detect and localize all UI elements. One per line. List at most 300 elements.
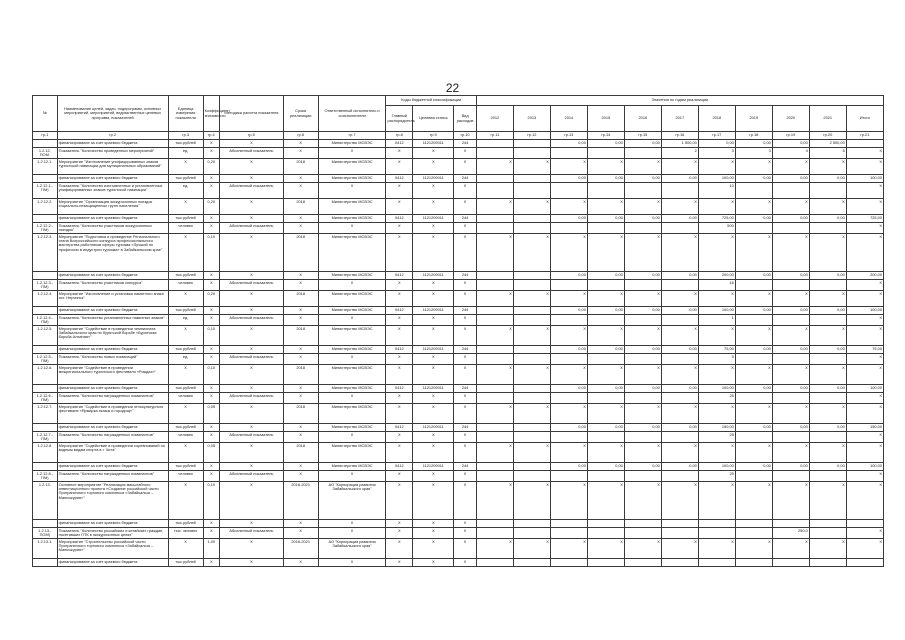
table-cell: человек bbox=[168, 280, 203, 291]
table-cell: Х bbox=[318, 520, 386, 528]
table-cell: Х bbox=[283, 559, 318, 567]
row-number-cell: 1.2.12. ПОМ. bbox=[33, 148, 58, 159]
column-number-cell: гр.12 bbox=[513, 132, 550, 140]
table-cell: 0,00 bbox=[587, 272, 624, 280]
table-cell: Х bbox=[513, 291, 550, 307]
table-cell bbox=[772, 183, 809, 199]
table-cell: Х bbox=[513, 159, 550, 175]
row-number-cell bbox=[33, 272, 58, 280]
table-row bbox=[33, 365, 884, 385]
table-cell: 100,00 bbox=[846, 307, 883, 315]
table-cell: 0,00 bbox=[735, 346, 772, 354]
table-row bbox=[33, 215, 884, 223]
table-cell: 0,10 bbox=[203, 234, 219, 272]
table-cell bbox=[735, 315, 772, 326]
table-cell: Х bbox=[386, 280, 413, 291]
header-year: 2013 bbox=[513, 106, 550, 132]
table-cell: Х bbox=[624, 482, 661, 520]
table-cell: Х bbox=[550, 326, 587, 346]
row-number-cell: 1.2.12.3. bbox=[33, 234, 58, 272]
table-row bbox=[33, 346, 884, 354]
table-cell bbox=[735, 223, 772, 234]
table-cell: Х bbox=[318, 315, 386, 326]
table-cell bbox=[587, 315, 624, 326]
header-year: 2019 bbox=[735, 106, 772, 132]
table-cell: Х bbox=[283, 393, 318, 404]
table-cell: 0,00 bbox=[587, 307, 624, 315]
table-cell: ед. bbox=[168, 315, 203, 326]
table-cell: Х bbox=[203, 393, 219, 404]
table-cell: Х bbox=[220, 140, 284, 148]
table-cell: Х bbox=[454, 159, 477, 175]
table-cell bbox=[550, 280, 587, 291]
table-cell bbox=[587, 354, 624, 365]
table-cell: человек bbox=[168, 393, 203, 404]
row-number-cell: 1.2.13. bbox=[33, 482, 58, 520]
table-cell bbox=[661, 520, 698, 528]
table-cell: Х bbox=[168, 159, 203, 175]
column-number-row bbox=[33, 132, 884, 140]
table-cell bbox=[476, 346, 513, 354]
table-cell: Х bbox=[698, 159, 735, 175]
table-cell: Министерство МСВЭС bbox=[318, 404, 386, 424]
table-cell: Х bbox=[386, 471, 413, 482]
table-cell: Х bbox=[203, 148, 219, 159]
table-cell: Х bbox=[846, 326, 883, 346]
table-cell: 0,20 bbox=[203, 159, 219, 175]
table-cell: 100,00 bbox=[698, 307, 735, 315]
table-cell bbox=[513, 148, 550, 159]
row-name-cell: Показатель "Количество установленных памятных знаков" bbox=[57, 315, 168, 326]
row-number-cell bbox=[33, 175, 58, 183]
table-cell: Х bbox=[454, 183, 477, 199]
table-cell: Министерство МСВЭС bbox=[318, 199, 386, 215]
header-year: 2012 bbox=[476, 106, 513, 132]
row-number-cell bbox=[33, 346, 58, 354]
table-cell bbox=[550, 471, 587, 482]
table-cell: Х bbox=[772, 404, 809, 424]
table-cell: тыс.рублей bbox=[168, 307, 203, 315]
table-cell: Х bbox=[283, 471, 318, 482]
table-cell: Х bbox=[846, 404, 883, 424]
table-cell: Х bbox=[735, 159, 772, 175]
table-cell: 0,00 bbox=[661, 346, 698, 354]
table-row bbox=[33, 432, 884, 443]
row-name-cell: Показатель "Количество российских и китайских граждан, посетивших ПТК в экскурсионных целях" bbox=[57, 528, 168, 539]
table-cell: Х bbox=[476, 234, 513, 272]
table-cell: 2018 bbox=[283, 291, 318, 307]
table-cell: Х bbox=[846, 432, 883, 443]
row-number-cell bbox=[33, 215, 58, 223]
table-cell: Х bbox=[550, 482, 587, 520]
table-cell: тыс.рублей bbox=[168, 175, 203, 183]
table-cell: Х bbox=[476, 443, 513, 463]
table-cell bbox=[587, 223, 624, 234]
header-vr: Вид расходов bbox=[454, 106, 477, 132]
table-cell: 0,00 bbox=[809, 346, 846, 354]
table-row bbox=[33, 140, 884, 148]
table-cell bbox=[513, 559, 550, 567]
table-cell: Х bbox=[661, 443, 698, 463]
table-cell bbox=[476, 354, 513, 365]
table-cell bbox=[550, 183, 587, 199]
table-cell: Х bbox=[846, 280, 883, 291]
table-cell: Х bbox=[318, 354, 386, 365]
table-cell: Х bbox=[809, 234, 846, 272]
table-cell: Х bbox=[283, 315, 318, 326]
table-row bbox=[33, 463, 884, 471]
table-cell bbox=[587, 148, 624, 159]
table-cell: Х bbox=[220, 385, 284, 393]
table-cell: Х bbox=[661, 326, 698, 346]
table-cell bbox=[661, 280, 698, 291]
row-number-cell: 1.2.12.4. bbox=[33, 291, 58, 307]
table-cell: Х bbox=[283, 307, 318, 315]
table-cell: 244 bbox=[454, 175, 477, 183]
table-cell: Абсолютный показатель bbox=[220, 528, 284, 539]
row-name-cell: Мероприятие "Содействие в проведении межрегионального туристского фестиваля «Рождах»" bbox=[57, 365, 168, 385]
table-cell: 0,00 bbox=[587, 346, 624, 354]
table-cell bbox=[809, 559, 846, 567]
table-cell: Х bbox=[283, 354, 318, 365]
table-cell bbox=[661, 393, 698, 404]
table-cell: Х bbox=[809, 539, 846, 559]
table-cell: Х bbox=[203, 315, 219, 326]
column-number-cell: гр.18 bbox=[735, 132, 772, 140]
table-cell bbox=[809, 528, 846, 539]
table-cell: АО "Корпорация развития Забайкальского края" bbox=[318, 482, 386, 520]
row-name-cell: Показатель "Количество награжденных номинантов" bbox=[57, 432, 168, 443]
table-cell: тыс.рублей bbox=[168, 215, 203, 223]
table-row bbox=[33, 559, 884, 567]
table-cell: 0,00 bbox=[809, 215, 846, 223]
table-cell: 1121209011 bbox=[413, 272, 454, 280]
table-cell: Х bbox=[735, 234, 772, 272]
table-cell: 100,00 bbox=[846, 463, 883, 471]
table-cell: Х bbox=[698, 291, 735, 307]
table-cell: Х bbox=[735, 365, 772, 385]
row-number-cell: 1.2.13.1. bbox=[33, 539, 58, 559]
table-cell: Министерство МСВЭС bbox=[318, 140, 386, 148]
table-cell: Х bbox=[550, 443, 587, 463]
table-cell: Х bbox=[587, 234, 624, 272]
table-cell: Х bbox=[220, 159, 284, 175]
table-cell bbox=[513, 463, 550, 471]
table-cell bbox=[513, 272, 550, 280]
table-cell: Х bbox=[624, 404, 661, 424]
table-cell: человек bbox=[168, 471, 203, 482]
table-cell: 0,05 bbox=[203, 404, 219, 424]
table-cell: 150,00 bbox=[698, 424, 735, 432]
table-cell: Министерство МСВЭС bbox=[318, 234, 386, 272]
table-cell: 1 500,00 bbox=[661, 140, 698, 148]
table-cell bbox=[624, 559, 661, 567]
table-cell bbox=[513, 424, 550, 432]
table-cell: Х bbox=[203, 463, 219, 471]
table-cell: 1121209011 bbox=[413, 424, 454, 432]
table-cell: 100,00 bbox=[846, 175, 883, 183]
column-number-cell: гр.6 bbox=[283, 132, 318, 140]
row-number-cell: 1.2.12.8.-ПМ) bbox=[33, 471, 58, 482]
table-cell: Х bbox=[772, 199, 809, 215]
table-cell bbox=[513, 307, 550, 315]
table-cell: Х bbox=[476, 199, 513, 215]
table-cell: Х bbox=[168, 539, 203, 559]
table-cell: Х bbox=[587, 482, 624, 520]
table-cell: Х bbox=[386, 482, 413, 520]
table-cell: 2018 bbox=[283, 159, 318, 175]
table-cell: 244 bbox=[454, 307, 477, 315]
table-cell: ед. bbox=[168, 354, 203, 365]
table-cell: 100,00 bbox=[846, 385, 883, 393]
table-cell: Х bbox=[283, 280, 318, 291]
table-cell: 2018 bbox=[283, 404, 318, 424]
table-cell: 2018 bbox=[283, 234, 318, 272]
table-cell: 4 bbox=[772, 148, 809, 159]
table-cell: Х bbox=[318, 471, 386, 482]
table-cell: 0,00 bbox=[661, 307, 698, 315]
table-cell: АО "Корпорация развития Забайкальского края" bbox=[318, 539, 386, 559]
column-number-cell: гр.16 bbox=[661, 132, 698, 140]
table-cell: Х bbox=[735, 404, 772, 424]
table-cell: 0,20 bbox=[203, 291, 219, 307]
table-cell: Абсолютный показатель bbox=[220, 393, 284, 404]
table-cell: Х bbox=[220, 424, 284, 432]
table-cell: 0,00 bbox=[772, 385, 809, 393]
table-cell: 244 bbox=[454, 272, 477, 280]
table-cell: Абсолютный показатель bbox=[220, 223, 284, 234]
table-cell: 244 bbox=[454, 215, 477, 223]
table-cell: Х bbox=[698, 539, 735, 559]
table-cell: 25 bbox=[698, 471, 735, 482]
table-cell: Х bbox=[203, 215, 219, 223]
row-name-cell: Показатель "Количество участников экскурсионных поездок" bbox=[57, 223, 168, 234]
table-cell: Х bbox=[386, 183, 413, 199]
table-cell: Х bbox=[587, 539, 624, 559]
table-cell bbox=[513, 385, 550, 393]
table-row bbox=[33, 175, 884, 183]
table-cell: 1121209011 bbox=[413, 140, 454, 148]
table-cell: Министерство МСВЭС bbox=[318, 346, 386, 354]
table-row bbox=[33, 326, 884, 346]
table-cell: Х bbox=[203, 528, 219, 539]
table-cell: 0,00 bbox=[772, 307, 809, 315]
table-cell bbox=[550, 354, 587, 365]
table-cell: 0,00 bbox=[772, 215, 809, 223]
table-cell bbox=[513, 175, 550, 183]
table-cell: Х bbox=[476, 539, 513, 559]
table-cell: Х bbox=[168, 326, 203, 346]
table-cell bbox=[624, 223, 661, 234]
table-cell: 0,00 bbox=[809, 307, 846, 315]
table-cell: Х bbox=[168, 404, 203, 424]
table-cell: Х bbox=[587, 443, 624, 463]
table-cell: 75,00 bbox=[698, 346, 735, 354]
table-cell bbox=[476, 528, 513, 539]
table-cell: Х bbox=[809, 199, 846, 215]
table-cell: Х bbox=[220, 482, 284, 520]
page-number: 22 bbox=[445, 81, 460, 95]
table-cell: Х bbox=[735, 291, 772, 307]
table-cell bbox=[772, 315, 809, 326]
table-cell: Х bbox=[454, 482, 477, 520]
table-cell: 0,00 bbox=[772, 463, 809, 471]
table-cell: 0412 bbox=[386, 215, 413, 223]
table-row bbox=[33, 223, 884, 234]
table-cell: Х bbox=[476, 365, 513, 385]
table-cell: Абсолютный показатель bbox=[220, 148, 284, 159]
table-cell: Х bbox=[168, 365, 203, 385]
table-cell: 25 bbox=[698, 432, 735, 443]
table-cell: 0,00 bbox=[624, 307, 661, 315]
table-cell bbox=[476, 140, 513, 148]
table-cell: 0,00 bbox=[550, 307, 587, 315]
table-cell: Х bbox=[413, 199, 454, 215]
table-cell: Х bbox=[220, 272, 284, 280]
table-cell bbox=[809, 520, 846, 528]
table-cell: Х bbox=[386, 223, 413, 234]
table-cell: 244 bbox=[454, 463, 477, 471]
table-cell bbox=[735, 183, 772, 199]
table-cell: Х bbox=[550, 404, 587, 424]
header-unit: Единица измерения показателя bbox=[168, 96, 203, 132]
table-cell: Х bbox=[454, 528, 477, 539]
table-cell bbox=[661, 354, 698, 365]
table-cell: 2018 bbox=[283, 443, 318, 463]
table-cell: 0,00 bbox=[772, 272, 809, 280]
table-cell: Министерство МСВЭС bbox=[318, 175, 386, 183]
table-cell: Х bbox=[698, 326, 735, 346]
table-cell bbox=[550, 223, 587, 234]
table-cell: 0,00 bbox=[550, 272, 587, 280]
row-name-cell: Показатель "Количество проведенных мероприятий" bbox=[57, 148, 168, 159]
table-cell bbox=[809, 393, 846, 404]
table-cell: 0,00 bbox=[587, 175, 624, 183]
column-number-cell: гр.13 bbox=[550, 132, 587, 140]
table-cell: Министерство МСВЭС bbox=[318, 215, 386, 223]
table-cell: ед. bbox=[168, 183, 203, 199]
table-cell bbox=[661, 528, 698, 539]
table-cell: 0,00 bbox=[550, 385, 587, 393]
table-cell: Х bbox=[454, 471, 477, 482]
table-cell bbox=[513, 432, 550, 443]
table-row bbox=[33, 159, 884, 175]
table-cell: 244 bbox=[454, 346, 477, 354]
table-cell: Х bbox=[203, 175, 219, 183]
table-cell bbox=[476, 148, 513, 159]
table-cell bbox=[513, 520, 550, 528]
row-number-cell bbox=[33, 424, 58, 432]
table-cell: Х bbox=[809, 159, 846, 175]
row-number-cell: 1.2.12.6.-ПМ) bbox=[33, 393, 58, 404]
column-number-cell: гр.3 bbox=[168, 132, 203, 140]
table-row bbox=[33, 520, 884, 528]
table-cell: Х bbox=[772, 234, 809, 272]
table-cell: Х bbox=[454, 354, 477, 365]
row-number-cell bbox=[33, 559, 58, 567]
row-number-cell: 1.2.12.8. bbox=[33, 443, 58, 463]
table-cell: Х bbox=[203, 272, 219, 280]
table-cell: Министерство МСВЭС bbox=[318, 385, 386, 393]
table-cell: 2018 bbox=[283, 365, 318, 385]
row-number-cell bbox=[33, 307, 58, 315]
table-cell: 0,00 bbox=[735, 175, 772, 183]
table-cell: Х bbox=[283, 175, 318, 183]
table-cell bbox=[772, 354, 809, 365]
table-row bbox=[33, 539, 884, 559]
table-cell: 0,00 bbox=[587, 385, 624, 393]
table-cell: Х bbox=[476, 482, 513, 520]
table-cell bbox=[587, 528, 624, 539]
table-cell: 0,00 bbox=[772, 175, 809, 183]
table-cell: 0412 bbox=[386, 140, 413, 148]
table-cell: Х bbox=[454, 234, 477, 272]
table-cell bbox=[513, 280, 550, 291]
table-cell bbox=[476, 307, 513, 315]
table-cell bbox=[476, 463, 513, 471]
table-cell: 0,00 bbox=[550, 346, 587, 354]
table-cell: Х bbox=[386, 326, 413, 346]
row-name-cell: финансирование за счет краевого бюджета bbox=[57, 520, 168, 528]
table-cell: Х bbox=[476, 291, 513, 307]
table-cell: 0,00 bbox=[624, 346, 661, 354]
table-cell: 16 bbox=[698, 280, 735, 291]
table-cell: Х bbox=[220, 326, 284, 346]
column-number-cell: гр.4 bbox=[203, 132, 219, 140]
column-number-cell: гр.15 bbox=[624, 132, 661, 140]
table-cell: Х bbox=[624, 159, 661, 175]
table-cell: 0,00 bbox=[661, 424, 698, 432]
table-cell: 0,00 bbox=[661, 272, 698, 280]
table-row bbox=[33, 183, 884, 199]
table-cell: Х bbox=[587, 404, 624, 424]
table-cell: Министерство МСВЭС bbox=[318, 272, 386, 280]
column-number-cell: гр.7 bbox=[318, 132, 386, 140]
table-cell: Х bbox=[283, 272, 318, 280]
table-cell: Х bbox=[772, 443, 809, 463]
table-cell: 0,00 bbox=[772, 346, 809, 354]
table-cell: Министерство МСВЭС bbox=[318, 291, 386, 307]
table-cell bbox=[624, 432, 661, 443]
row-name-cell: Мероприятие "Содействие в проведении этнокультурного фестиваля «Ярмарка сказок и городищ»" bbox=[57, 404, 168, 424]
table-row bbox=[33, 234, 884, 272]
row-name-cell: Основное мероприятие "Реализация масштабного инвестиционного проекта «Создание российской части Приграничного торгового комплекса «Забайкальск – Маньчжурия»" bbox=[57, 482, 168, 520]
table-cell: Х bbox=[772, 159, 809, 175]
table-cell: 0,00 bbox=[624, 140, 661, 148]
table-cell: Х bbox=[661, 482, 698, 520]
table-cell: Х bbox=[846, 148, 883, 159]
table-cell: Х bbox=[550, 539, 587, 559]
table-cell: Х bbox=[550, 159, 587, 175]
table-cell: 0,00 bbox=[624, 175, 661, 183]
table-cell: Х bbox=[735, 326, 772, 346]
table-cell bbox=[661, 432, 698, 443]
row-name-cell: финансирование за счет краевого бюджета bbox=[57, 346, 168, 354]
table-cell: Х bbox=[203, 140, 219, 148]
table-cell: Министерство МСВЭС bbox=[318, 365, 386, 385]
table-cell: 1121209011 bbox=[413, 215, 454, 223]
table-cell bbox=[624, 183, 661, 199]
header-grbs: Главный распорядитель bbox=[386, 106, 413, 132]
row-number-cell: 1.2.12.5. bbox=[33, 326, 58, 346]
table-cell bbox=[809, 354, 846, 365]
table-cell bbox=[772, 280, 809, 291]
table-cell: 25 bbox=[698, 393, 735, 404]
table-cell bbox=[550, 520, 587, 528]
table-cell: Х bbox=[318, 528, 386, 539]
table-cell: Абсолютный показатель bbox=[220, 183, 284, 199]
table-cell: Х bbox=[735, 443, 772, 463]
